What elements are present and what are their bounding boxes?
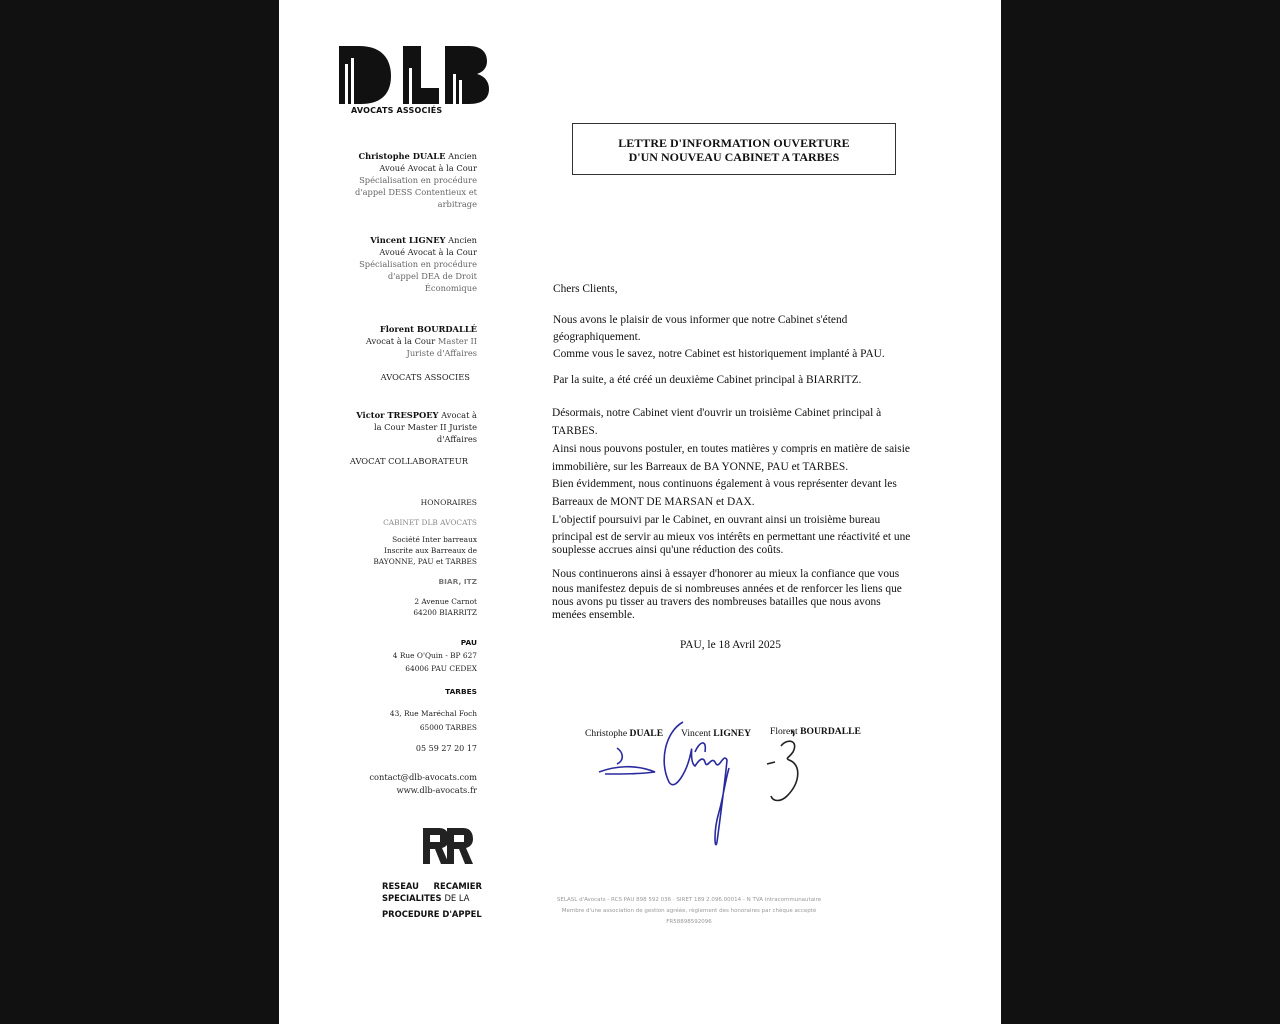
paragraph-line: Barreaux de MONT DE MARSAN et DAX.: [552, 496, 755, 508]
signature-bourdalle: [767, 730, 798, 801]
office-biarritz: [413, 576, 477, 618]
paragraph-4: [552, 566, 927, 622]
office-address: 43, Rue Maréchal Foch: [389, 709, 477, 718]
paragraph-line: Bien évidemment, nous continuons également à vous représenter devant les: [552, 478, 897, 490]
office-city: TARBES: [445, 687, 477, 696]
lawyer-title: Ancien: [448, 235, 477, 245]
dlb-logo-mark: [337, 44, 489, 108]
paragraph-line: Comme vous le savez, notre Cabinet est historiquement implanté à PAU.: [553, 348, 885, 360]
firm-info-line: BAYONNE, PAU et TARBES: [373, 557, 477, 566]
lawyer-ligney: [359, 234, 477, 294]
office-address: 64200 BIARRITZ: [413, 608, 477, 617]
network-line: DE LA: [444, 893, 470, 903]
contact-email-link[interactable]: contact@dlb-avocats.com: [369, 772, 477, 782]
office-address: 65000 TARBES: [419, 723, 477, 732]
rr-logo-mark: [421, 826, 475, 866]
network-line: RECAMIER: [433, 881, 482, 891]
network-line: RESEAU: [382, 881, 419, 891]
salutation: Chers Clients,: [553, 283, 618, 295]
logo-subtitle: AVOCATS ASSOCIÉS: [351, 106, 443, 115]
office-city: PAU: [460, 638, 477, 647]
network-line: PROCEDURE D'APPEL: [382, 909, 482, 919]
signatory-first-name: Florent: [770, 726, 798, 737]
paragraph-line: Ainsi nous pouvons postuler, en toutes matières y compris en matière de saisie: [552, 443, 910, 455]
associates-label: AVOCATS ASSOCIES: [380, 372, 470, 382]
network-text: [382, 880, 482, 920]
paragraph-line: principal est de servir au mieux vos intérêts en permettant une réactivité et une: [552, 531, 911, 543]
office-city: BIAR, ITZ: [438, 577, 477, 586]
lawyer-name: Florent BOURDALLÉ: [379, 324, 477, 334]
collaborator-label: AVOCAT COLLABORATEUR: [349, 456, 468, 466]
paragraph-line: souplesse accrues ainsi qu'une réduction des coûts.: [552, 544, 784, 556]
paragraph-line: TARBES.: [552, 425, 598, 437]
lawyer-title: Avocat à: [441, 410, 477, 420]
lawyer-specialty: Juriste d'Affaires: [406, 348, 477, 358]
phone-number: 05 59 27 20 17: [415, 744, 477, 753]
office-address: 2 Avenue Carnot: [414, 597, 477, 606]
lawyer-specialty: d'appel DEA de Droit: [387, 271, 477, 281]
lawyer-title: Ancien: [448, 151, 477, 161]
paragraph-3: [552, 404, 927, 557]
legal-footer: [519, 895, 859, 928]
footer-line: FR58898592096: [666, 919, 712, 925]
signatory-last-name: LIGNEY: [713, 728, 752, 739]
lawyer-specialty: Master II: [437, 336, 477, 346]
letter-page: [279, 0, 1001, 1024]
lawyer-title: Avoué Avocat à la Cour: [379, 247, 477, 257]
firm-info-line: Société Inter barreaux: [392, 535, 477, 544]
reseau-recamier-logo: [421, 826, 475, 866]
lawyer-trespoey: [356, 409, 477, 445]
paragraph-line: immobilière, sur les Barreaux de BA YONNE, PAU et TARBES.: [552, 461, 849, 473]
lawyer-name: Christophe DUALE: [358, 151, 446, 161]
paragraph-line: Désormais, notre Cabinet vient d'ouvrir un troisième Cabinet principal à: [552, 407, 882, 419]
website-link[interactable]: www.dlb-avocats.fr: [396, 785, 477, 795]
office-address: 64006 PAU CEDEX: [405, 664, 477, 673]
signatory-first-name: Christophe: [585, 728, 628, 739]
network-line: SPECIALITES: [382, 893, 442, 903]
lawyer-title: la Cour Master II Juriste: [373, 422, 477, 432]
firm-info-line: Inscrite aux Barreaux de: [384, 546, 477, 555]
lawyer-name: Victor TRESPOEY: [356, 410, 439, 420]
paragraph-line: nous avons pu tisser au travers des nombreuses batailles que nous avons: [552, 596, 881, 608]
lawyer-specialty: d'appel DESS Contentieux et: [354, 187, 477, 197]
lawyer-duale: [355, 150, 477, 210]
paragraph-line: nous manifestez depuis de si nombreuses années et de renforcer les liens que: [552, 583, 902, 595]
paragraph-line: Nous avons le plaisir de vous informer que notre Cabinet s'étend: [553, 314, 848, 326]
letter-date: PAU, le 18 Avril 2025: [680, 639, 781, 651]
signature-ligney: [664, 722, 729, 845]
signatory-first-name: Vincent: [681, 728, 711, 739]
lawyer-bourdalle: [366, 323, 477, 359]
lawyer-title: Avocat à la Cour: [365, 336, 436, 346]
lawyer-title: d'Affaires: [436, 434, 477, 444]
signatory-last-name: BOURDALLE: [800, 726, 861, 737]
signatory-last-name: DUALE: [629, 728, 664, 739]
fees-label: HONORAIRES: [420, 498, 477, 507]
signature-duale: [599, 748, 655, 774]
lawyer-specialty: Spécialisation en procédure: [359, 175, 477, 185]
firm-name: CABINET DLB AVOCATS: [383, 518, 477, 527]
letter-title-box: [572, 123, 896, 175]
paragraph-2: Par la suite, a été créé un deuxième Cabinet principal à BIARRITZ.: [553, 374, 862, 386]
paragraph-line: menées ensemble.: [552, 609, 635, 621]
lawyer-specialty: Économique: [424, 283, 477, 293]
firm-info: [373, 534, 477, 567]
letter-title-line: D'UN NOUVEAU CABINET A TARBES: [628, 150, 840, 164]
office-pau: [393, 636, 477, 675]
office-address: 4 Rue O'Quin - BP 627: [392, 651, 477, 660]
lawyer-specialty: arbitrage: [437, 199, 477, 209]
paragraph-line: L'objectif poursuivi par le Cabinet, en ouvrant ainsi un troisième bureau: [552, 514, 881, 526]
handwritten-signatures: [595, 712, 835, 854]
lawyer-specialty: Spécialisation en procédure: [359, 259, 477, 269]
office-tarbes: [390, 685, 477, 735]
footer-line: Membre d'une association de gestion agréée, règlement des honoraires par chèque accepté: [561, 908, 817, 914]
paragraph-1: [553, 312, 923, 363]
paragraph-line: Nous continuerons ainsi à essayer d'honorer au mieux la confiance que vous: [552, 568, 900, 580]
footer-line: SELASL d'Avocats - RCS PAU 898 592 036 · SIRET 189 2.096.00014 - N TVA intracommunautaire: [556, 897, 822, 903]
lawyer-name: Vincent LIGNEY: [370, 235, 446, 245]
lawyer-title: Avoué Avocat à la Cour: [379, 163, 477, 173]
paragraph-line: géographiquement.: [553, 331, 641, 343]
letter-title-line: LETTRE D'INFORMATION OUVERTURE: [618, 136, 850, 150]
